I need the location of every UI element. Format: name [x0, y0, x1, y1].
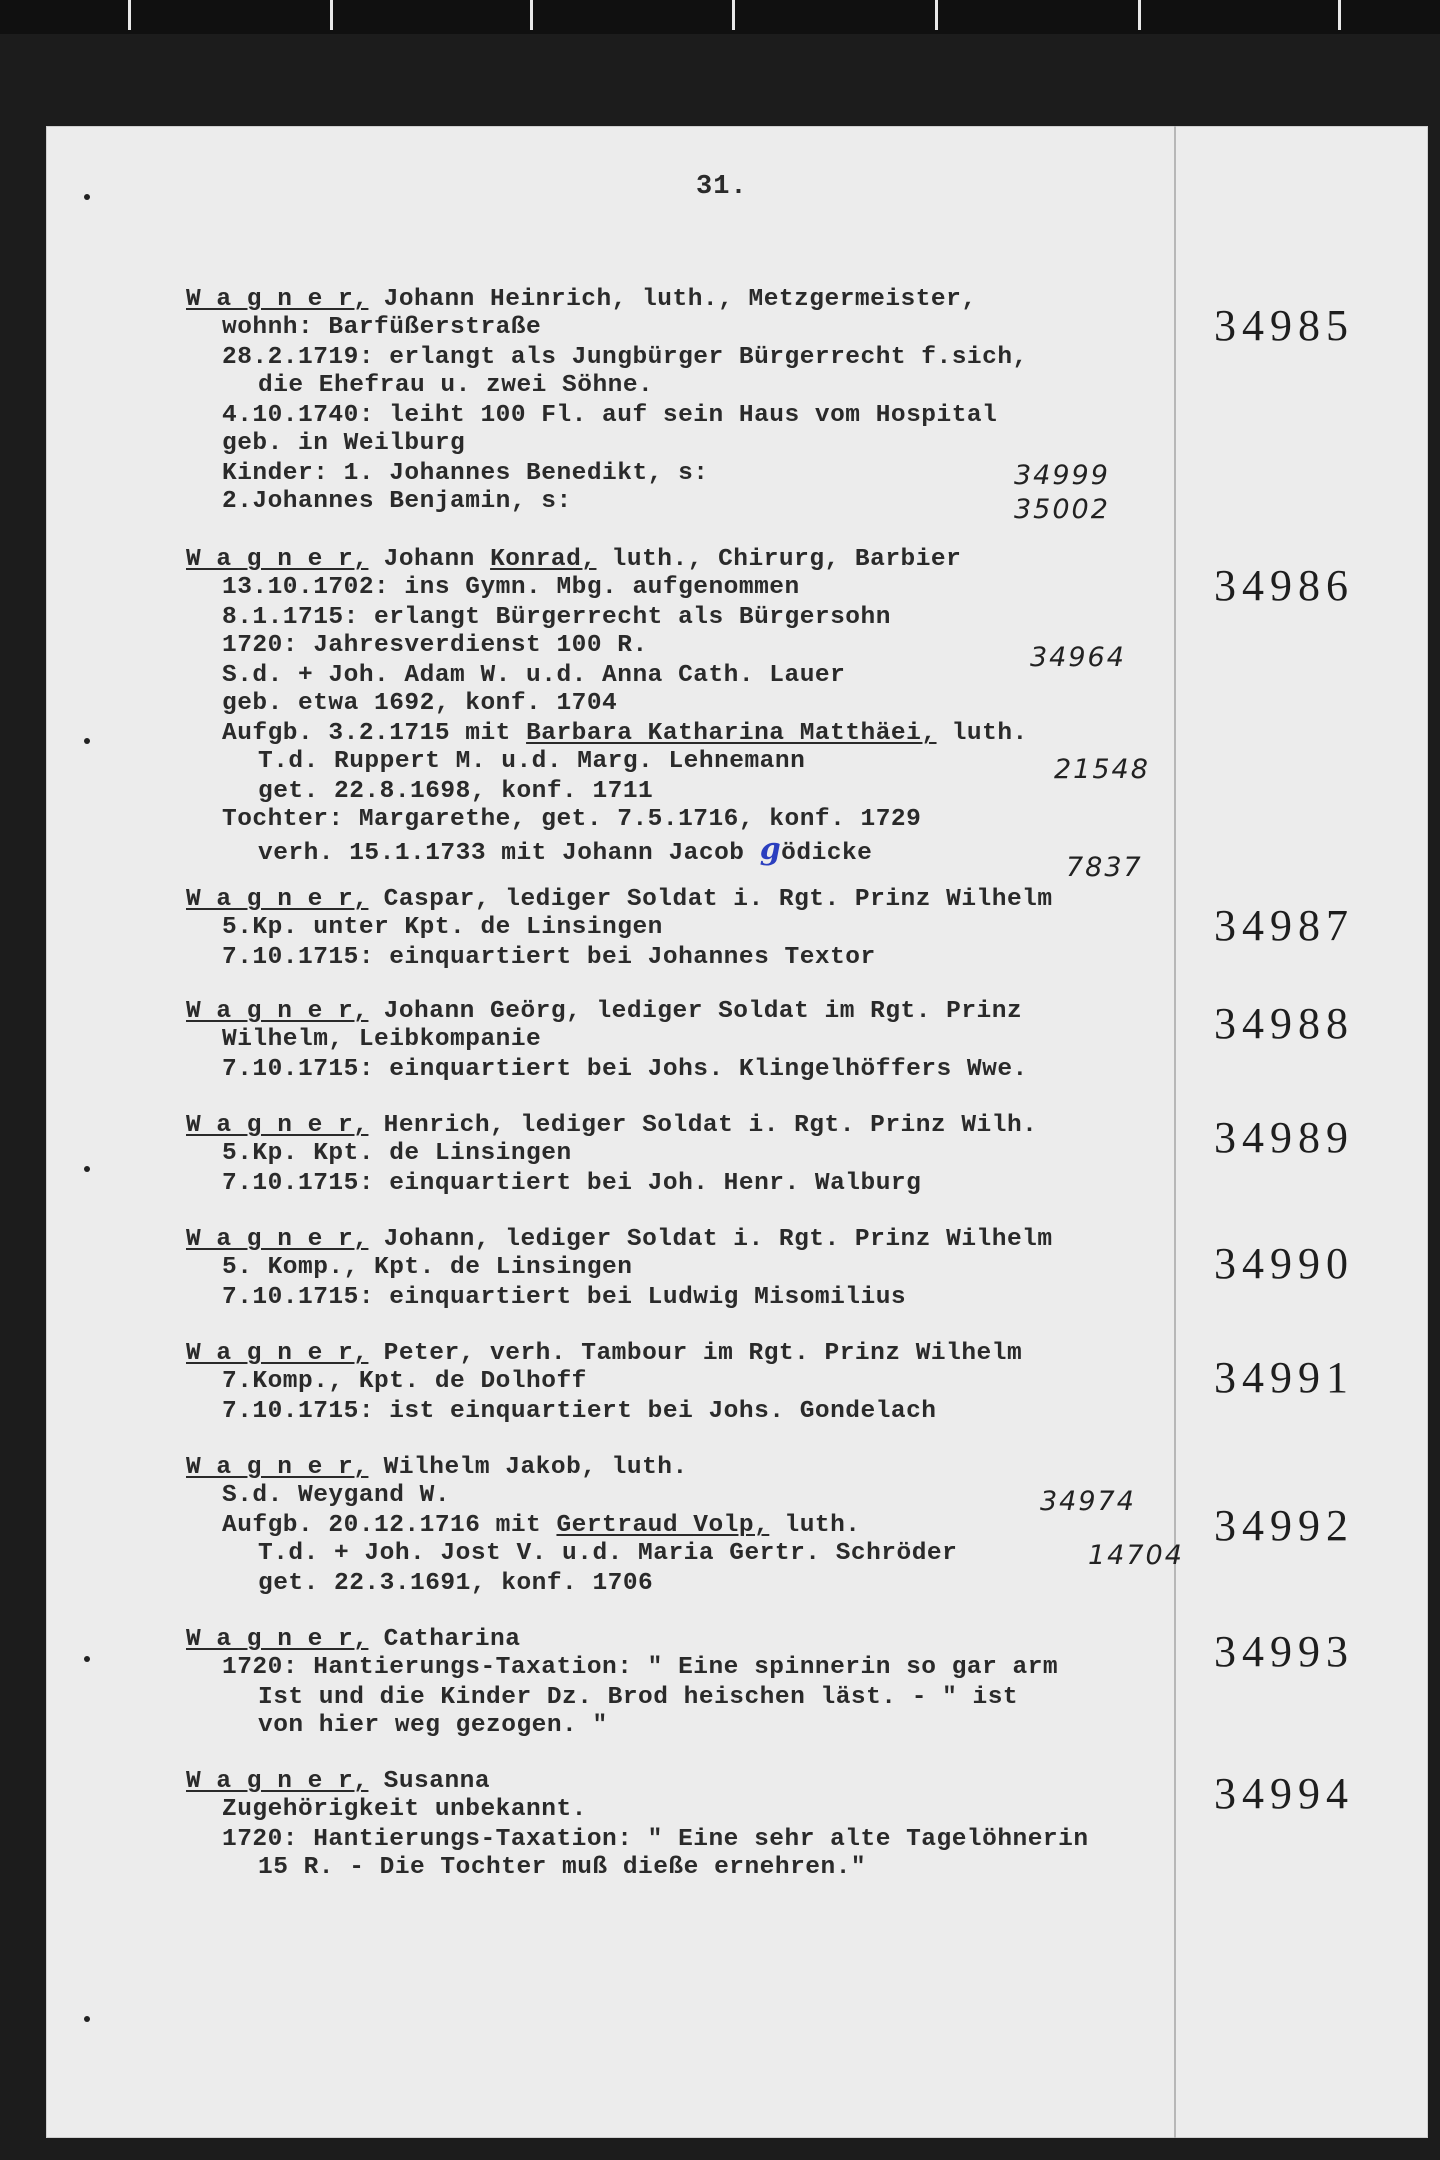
- entry-line: Zugehörigkeit unbekannt.: [222, 1796, 587, 1823]
- entry-line: Aufgb. 20.12.1716 mit Gertraud Volp, luth.: [222, 1512, 861, 1539]
- handwritten-note: 14704: [1088, 1540, 1184, 1571]
- record-number: 34990: [1214, 1239, 1354, 1288]
- entry-line: get. 22.8.1698, konf. 1711: [258, 778, 654, 805]
- surname: W a g n e r,: [186, 1768, 369, 1795]
- surname: W a g n e r,: [186, 1454, 369, 1481]
- index-card-page: [46, 126, 1428, 2138]
- entry-line: 4.10.1740: leiht 100 Fl. auf sein Haus vom Hospital: [222, 402, 998, 429]
- punch-mark: [84, 194, 90, 200]
- record-number: 34993: [1214, 1627, 1354, 1676]
- entry-heading: W a g n e r, Wilhelm Jakob, luth.: [186, 1454, 688, 1481]
- record-number: 34987: [1214, 901, 1354, 950]
- handwritten-note: 34974: [1040, 1486, 1136, 1517]
- entry-line: die Ehefrau u. zwei Söhne.: [258, 372, 654, 399]
- entry-line: 5. Komp., Kpt. de Linsingen: [222, 1254, 633, 1281]
- surname: W a g n e r,: [186, 1340, 369, 1367]
- surname: W a g n e r,: [186, 886, 369, 913]
- entry-line: Wilhelm, Leibkompanie: [222, 1026, 542, 1053]
- entry-heading: W a g n e r, Henrich, lediger Soldat i. Rgt. Prinz Wilh.: [186, 1112, 1038, 1139]
- entry-line: 7.10.1715: ist einquartiert bei Johs. Gondelach: [222, 1398, 937, 1425]
- surname: W a g n e r,: [186, 286, 369, 313]
- handwritten-correction: g: [759, 832, 782, 867]
- number-column-rule: [1174, 126, 1176, 2138]
- entry-line: 8.1.1715: erlangt Bürgerrecht als Bürgersohn: [222, 604, 891, 631]
- handwritten-note: 7837: [1066, 852, 1143, 883]
- record-number: 34988: [1214, 999, 1354, 1048]
- entry-line: geb. etwa 1692, konf. 1704: [222, 690, 618, 717]
- entry-heading: W a g n e r, Peter, verh. Tambour im Rgt. Prinz Wilhelm: [186, 1340, 1023, 1367]
- entry-line: von hier weg gezogen. ": [258, 1712, 608, 1739]
- surname: W a g n e r,: [186, 1112, 369, 1139]
- frame-tick: [935, 0, 938, 30]
- handwritten-note: 34964: [1030, 642, 1126, 673]
- entry-heading: W a g n e r, Johann Heinrich, luth., Metzgermeister,: [186, 286, 977, 313]
- entry-line: 28.2.1719: erlangt als Jungbürger Bürgerrecht f.sich,: [222, 344, 1028, 371]
- record-number: 34986: [1214, 561, 1354, 610]
- record-number: 34985: [1214, 301, 1354, 350]
- entry-line: 7.10.1715: einquartiert bei Johannes Textor: [222, 944, 876, 971]
- punch-mark: [84, 2016, 90, 2022]
- entry-line: 1720: Jahresverdienst 100 R.: [222, 632, 648, 659]
- record-number: 34991: [1214, 1353, 1354, 1402]
- frame-tick: [128, 0, 131, 30]
- frame-tick: [330, 0, 333, 30]
- entry-line: verh. 15.1.1733 mit Johann Jacob gödicke: [258, 832, 873, 867]
- surname: W a g n e r,: [186, 1226, 369, 1253]
- entry-heading: W a g n e r, Susanna: [186, 1768, 491, 1795]
- entry-line: T.d. Ruppert M. u.d. Marg. Lehnemann: [258, 748, 806, 775]
- frame-tick: [1338, 0, 1341, 30]
- entry-line: Aufgb. 3.2.1715 mit Barbara Katharina Matthäei, luth.: [222, 720, 1028, 747]
- frame-tick: [732, 0, 735, 30]
- record-number: 34994: [1214, 1769, 1354, 1818]
- surname: W a g n e r,: [186, 998, 369, 1025]
- entry-line: Ist und die Kinder Dz. Brod heischen läst. - " ist: [258, 1684, 1019, 1711]
- surname: W a g n e r,: [186, 1626, 369, 1653]
- entry-heading: W a g n e r, Johann Konrad, luth., Chirurg, Barbier: [186, 546, 962, 573]
- handwritten-note: 34999: [1014, 460, 1110, 491]
- page-number: 31.: [696, 172, 748, 202]
- surname: W a g n e r,: [186, 546, 369, 573]
- entry-line: geb. in Weilburg: [222, 430, 466, 457]
- entry-line: Tochter: Margarethe, get. 7.5.1716, konf. 1729: [222, 806, 922, 833]
- punch-mark: [84, 738, 90, 744]
- entry-heading: W a g n e r, Johann, lediger Soldat i. Rgt. Prinz Wilhelm: [186, 1226, 1053, 1253]
- frame-tick: [1138, 0, 1141, 30]
- entry-line: 7.10.1715: einquartiert bei Joh. Henr. Walburg: [222, 1170, 922, 1197]
- entry-line: S.d. Weygand W.: [222, 1482, 451, 1509]
- film-frame-top: [0, 0, 1440, 34]
- entry-line: 2.Johannes Benjamin, s:: [222, 488, 572, 515]
- entry-line: 7.10.1715: einquartiert bei Johs. Klingelhöffers Wwe.: [222, 1056, 1028, 1083]
- entry-heading: W a g n e r, Catharina: [186, 1626, 521, 1653]
- handwritten-note: 21548: [1054, 754, 1150, 785]
- entry-line: 5.Kp. Kpt. de Linsingen: [222, 1140, 572, 1167]
- entry-line: 7.Komp., Kpt. de Dolhoff: [222, 1368, 587, 1395]
- entry-heading: W a g n e r, Caspar, lediger Soldat i. Rgt. Prinz Wilhelm: [186, 886, 1053, 913]
- entry-line: 1720: Hantierungs-Taxation: " Eine sehr alte Tagelöhnerin: [222, 1826, 1089, 1853]
- punch-mark: [84, 1166, 90, 1172]
- record-number: 34989: [1214, 1113, 1354, 1162]
- punch-mark: [84, 1656, 90, 1662]
- entry-line: 7.10.1715: einquartiert bei Ludwig Misomilius: [222, 1284, 907, 1311]
- handwritten-note: 35002: [1014, 494, 1110, 525]
- entry-line: 5.Kp. unter Kpt. de Linsingen: [222, 914, 663, 941]
- entry-line: T.d. + Joh. Jost V. u.d. Maria Gertr. Schröder: [258, 1540, 958, 1567]
- entry-line: 13.10.1702: ins Gymn. Mbg. aufgenommen: [222, 574, 800, 601]
- entry-line: get. 22.3.1691, konf. 1706: [258, 1570, 654, 1597]
- record-number: 34992: [1214, 1501, 1354, 1550]
- entry-line: 15 R. - Die Tochter muß dieße ernehren.": [258, 1854, 867, 1881]
- entry-heading: W a g n e r, Johann Geörg, lediger Soldat im Rgt. Prinz: [186, 998, 1023, 1025]
- entry-line: wohnh: Barfüßerstraße: [222, 314, 542, 341]
- entry-line: 1720: Hantierungs-Taxation: " Eine spinnerin so gar arm: [222, 1654, 1059, 1681]
- frame-tick: [530, 0, 533, 30]
- entry-line: Kinder: 1. Johannes Benedikt, s:: [222, 460, 709, 487]
- entry-line: S.d. + Joh. Adam W. u.d. Anna Cath. Lauer: [222, 662, 846, 689]
